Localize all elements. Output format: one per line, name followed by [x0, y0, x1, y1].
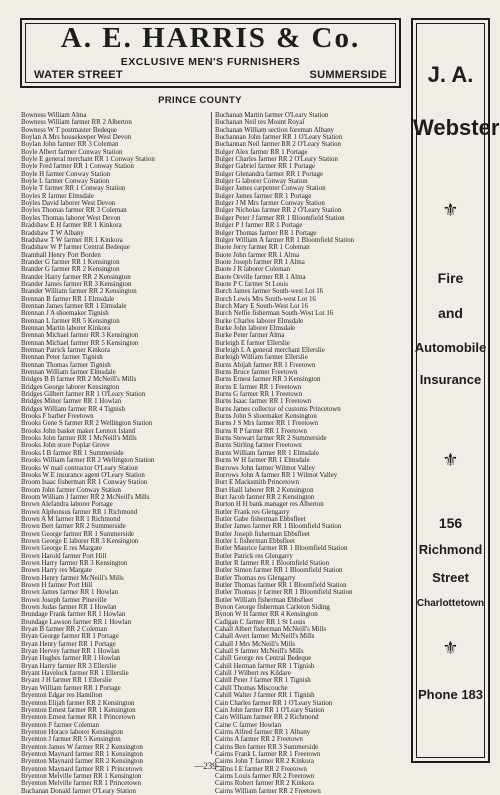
directory-entry: Burns William farmer RR 1 Elmsdale: [215, 449, 319, 457]
directory-entry: Brooks F barber Freetown: [21, 413, 94, 421]
directory-entry: Bridges Minor farmer RR 1 Howlan: [21, 398, 122, 406]
ad-address-street-2: Street: [432, 570, 469, 585]
ad-line-fire: Fire: [437, 270, 464, 286]
banner-tagline: EXCLUSIVE MEN'S FURNISHERS: [120, 56, 301, 68]
directory-entry: Bulger Glenandra farmer RR 1 Portage: [215, 170, 324, 178]
directory-entry: Butler Thomas farmer RR 1 Bloomfield Station: [215, 582, 347, 589]
directory-entry: Cairns A farmer RR 2 Freetown: [215, 736, 303, 744]
directory-entry: Burns Stirling farmer Freetown: [215, 442, 302, 450]
directory-entry: Bryan George farmer RR 1 Portage: [21, 633, 119, 641]
directory-entry: Bryan William farmer RR 1 Portage: [21, 684, 121, 692]
directory-entry: Cahill J Wilbert res Kildare: [215, 670, 291, 678]
directory-entry: Brundage Frank farmer RR 1 Howlan: [21, 611, 126, 619]
directory-entry: Bradshaw E H farmer RR 1 Kinkora: [21, 222, 122, 230]
directory-entry: Boyles R farmer Elmsdale: [21, 192, 94, 200]
directory-entry: Boyle H farmer Conway Station: [21, 170, 111, 178]
directory-entry: Brennan J A shoemaker Tignish: [21, 310, 109, 318]
directory-entry: Burns Abijah farmer RR 1 Freetown: [215, 361, 316, 369]
directory-entry: Butler William fisherman Ebbsfleet: [215, 596, 314, 604]
directory-entry: Bradshaw T W Albany: [21, 229, 84, 237]
directory-entry: Buchannan Neil farmer RR 2 O'Leary Station: [215, 141, 342, 149]
directory-entry: Brown H farmer Port Hill: [21, 582, 93, 589]
directory-entry: Butler L fisherman Ebbsfleet: [215, 537, 295, 545]
directory-entry: Brooks John basket maker Lennox Island: [21, 427, 136, 435]
directory-entry: Butler Thomas res Glengarry: [215, 574, 296, 582]
directory-entry: Burch Nellie fisherman South-West Lot 16: [215, 310, 334, 318]
directory-entry: Brennan Thomas farmer Tignish: [21, 361, 111, 369]
directory-entry: Boyles Thomas farmer RR 3 Coleman: [21, 207, 127, 215]
directory-entry: Brennan B farmer RR 1 Elmsdale: [21, 295, 115, 303]
directory-entry: Caine C farmer Howlan: [215, 721, 282, 729]
directory-entry: Bryenton F farmer Coleman: [21, 721, 99, 729]
directory-entry: Bryenton Maynard farmer RR 2 Kensington: [21, 758, 143, 766]
directory-entry: Brooks William farmer RR 2 Wellington Station: [21, 457, 155, 465]
directory-entry: Brander James farmer RR 3 Kensington: [21, 280, 132, 288]
ad-phone: Phone 183: [417, 687, 484, 702]
directory-entry: Bulger James carpenter Conway Station: [215, 185, 326, 193]
directory-entry: Brown Alefandra laborer Portage: [21, 501, 113, 509]
directory-entry: Burns E farmer RR 1 Freetown: [215, 383, 302, 391]
directory-entry: Bulger Charles farmer RR 2 O'Leary Station: [215, 156, 338, 164]
directory-entry: Burrows John A farmer RR 1 Wilmot Valley: [215, 471, 338, 479]
directory-entry: Burt E Macksmith Princetown: [215, 479, 300, 487]
directory-entry: Boyle Fred farmer RR 1 Conway Station: [21, 163, 134, 171]
directory-entry: Brooks W mail contractor O'Leary Station: [21, 464, 138, 472]
directory-entry: Bryant J H farmer RR 1 Ellerslie: [21, 677, 112, 685]
directory-entry: Broom John farmer Conway Station: [21, 486, 121, 494]
directory-entry: Brennan L farmer RR 5 Kensington: [21, 317, 120, 325]
directory-entry: Burt Jacob farmer RR 2 Kensington: [215, 493, 315, 501]
directory-entry: Brown Bert farmer RR 2 Summerside: [21, 523, 126, 531]
directory-entry: Bryenton Maynard farmer RR 1 Kensington: [21, 750, 143, 758]
directory-entry: Brennan Martin laborer Kinkora: [21, 324, 111, 332]
directory-entry: Bulger William A farmer RR 1 Bloomfield Station: [215, 236, 355, 244]
directory-entry: Brooks John store Poplar Grove: [21, 442, 110, 450]
directory-entry: Buchannan John farmer RR 1 O'Leary Station: [215, 134, 343, 142]
directory-entry: Butler Patrick res Glengarry: [215, 552, 293, 560]
directory-entry: Bryan B farmer RR 2 Coleman: [21, 626, 107, 634]
directory-entry: Bryenton Elijah farmer RR 2 Kensington: [21, 699, 135, 707]
directory-entry: Bridges Gilbert farmer RR 1 O'Leary Station: [21, 391, 146, 399]
directory-entry: Bulger G laborer Conway Station: [215, 178, 308, 186]
directory-entry: Burrows John farmer Wilmot Valley: [215, 464, 316, 472]
directory-entry: Buchanan Donald farmer O'Leary Station: [21, 787, 136, 795]
ad-address-number: 156: [438, 515, 463, 531]
directory-entry: Bulger Thomas farmer RR 1 Portage: [215, 229, 317, 237]
directory-entry: Brooks John farmer RR 1 McNeill's Mills: [21, 435, 137, 443]
directory-entry: Cahill Thomas Miscouche: [215, 684, 288, 692]
directory-entry: Broom William J farmer RR 2 McNeill's Mills: [21, 493, 150, 501]
directory-entry: Brown Alphonsus farmer RR 1 Richmond: [21, 508, 138, 516]
directory-entry: Brander G farmer RR 1 Kensington: [21, 258, 120, 266]
directory-entry: Brennan Patrick farmer Kinkora: [21, 347, 110, 354]
directory-entry: Burns G farmer RR 1 Freetown: [215, 391, 303, 399]
directory-entry: Bridges George laborer Kensington: [21, 383, 120, 391]
directory-entry: Buchanan William section foreman Albany: [215, 126, 335, 134]
directory-entry: Brown George E res Margate: [21, 545, 102, 553]
page-number: —239—: [194, 761, 226, 771]
directory-entry: Bowness W T postmaster Bedeque: [21, 126, 117, 134]
directory-entry: Bowness William farmer RR 2 Alberton: [21, 119, 132, 127]
directory-entry: Brooks W E insurance agent O'Leary Station: [21, 471, 145, 479]
directory-entry: Brown Joseph farmer Pineville: [21, 596, 107, 604]
directory-entry: Buote Joseph farmer RR 1 Alma: [215, 258, 305, 266]
directory-entry: Buchanan Martin farmer O'Leary Station: [215, 112, 329, 119]
directory-entry: Bryenton James W farmer RR 2 Kensington: [21, 743, 143, 751]
advertisement-banner: [20, 18, 401, 88]
directory-entry: Bryan Hughes farmer RR 1 Howlan: [21, 655, 121, 663]
directory-entry: Cahall Avert farmer McNeill's Mills: [215, 633, 315, 641]
directory-entry: Broom Isaac fisherman RR 1 Conway Station: [21, 479, 148, 487]
directory-entry: Bridges B B farmer RR 2 McNeill's Mills: [21, 376, 137, 384]
directory-entry: Bryenton Melville farmer RR 1 Princetown: [21, 780, 141, 788]
directory-entry: Brown Henry farmer McNeill's Mills: [21, 574, 124, 582]
directory-entry: Bulger Gabriel farmer RR 1 Portage: [215, 163, 316, 171]
directory-entry: Burns Stewart farmer RR 2 Summerside: [215, 435, 327, 443]
fleur-de-lis-icon: ⚜: [442, 638, 459, 658]
directory-entry: Boyle T farmer RR 1 Conway Station: [21, 185, 126, 193]
directory-entry: Burns Isaac farmer RR 1 Freetown: [215, 398, 312, 406]
directory-entry: Burton H H bank manager res Alberton: [215, 501, 324, 509]
directory-entry: Bryenton Melville farmer RR 1 Kensington: [21, 772, 142, 780]
directory-entry: Bramhall Henry Port Borden: [21, 251, 101, 259]
directory-entry: Burns J S Mrs farmer RR 1 Freetown: [215, 420, 319, 428]
directory-entry: Burke Charles laborer Elmsdale: [215, 317, 304, 325]
directory-entry: Butler Thomas jr farmer RR 1 Bloomfield Station: [215, 589, 353, 597]
ad-line-automobile: Automobile: [414, 340, 487, 355]
directory-entry: Bryenton Edgar res Hamilton: [21, 692, 103, 700]
directory-entry: Bradshaw T W farmer RR 1 Kinkora: [21, 236, 123, 244]
ad-address-street-1: Richmond: [418, 542, 483, 557]
directory-entry: Boyles Thomas laborer West Devon: [21, 214, 121, 222]
directory-entry: Bulger Peter J farmer RR 1 Bloomfield Station: [215, 214, 345, 222]
directory-entry: Brander G farmer RR 2 Kensington: [21, 266, 120, 274]
directory-entry: Bulger J M Mrs farmer Conway Station: [215, 200, 325, 208]
directory-entry: Butler Simon farmer RR 1 Bloomfield Station: [215, 567, 343, 575]
directory-entry: Bryant Havelock farmer RR 1 Ellerslie: [21, 670, 129, 678]
directory-entry: Boylan A Mrs housekeeper West Devon: [21, 134, 132, 142]
ad-surname: Webster: [413, 115, 500, 140]
directory-entry: Burns James collector of customs Princetown: [215, 405, 341, 413]
directory-entry: Brennan William farmer Elmsdale: [21, 369, 116, 377]
directory-entry: Bryenton J farmer RR 5 Kensington: [21, 736, 121, 744]
directory-entry: Bulger Alex farmer RR 1 Portage: [215, 148, 308, 156]
directory-entry: Burch Lewis Mrs South-west Lot 16: [215, 295, 316, 303]
directory-entry: Burch Mary E South-West Lot 16: [215, 302, 309, 310]
directory-entry: Brown Harry farmer RR 3 Kensington: [21, 559, 128, 567]
directory-entry: Brown George farmer RR 1 Summerside: [21, 530, 134, 538]
directory-column-left: [21, 112, 209, 795]
directory-entry: Butler James farmer RR 1 Bloomfield Station: [215, 523, 342, 531]
directory-entry: Burns Bruce farmer Freetown: [215, 369, 298, 377]
directory-entry: Cain William farmer RR 2 Richmond: [215, 714, 319, 722]
directory-entry: Bryenton Horace laborer Kensington: [21, 728, 123, 736]
directory-entry: Butler R farmer RR 1 Bloomfield Station: [215, 559, 330, 567]
directory-entry: Butler Gabe fisherman Ebbsfleet: [215, 515, 306, 523]
side-advertisement: [411, 18, 500, 763]
directory-entry: Cairns Alfred farmer RR 1 Albany: [215, 728, 311, 736]
directory-entry: Bynon George fisherman Carleton Siding: [215, 604, 330, 612]
directory-entry: Buote J R laborer Coleman: [215, 266, 291, 274]
directory-column-right: [215, 112, 407, 795]
ad-initials: J. A.: [427, 62, 474, 87]
directory-entry: Boyle E general merchant RR 1 Conway Station: [21, 156, 155, 164]
directory-entry: Cahill George res Central Bedeque: [215, 655, 312, 663]
directory-entry: Bryenton Ernest farmer RR 1 Kensington: [21, 706, 136, 714]
directory-entry: Cahall J Mrs McNeill's Mills: [215, 640, 296, 648]
directory-entry: Bulger Nicholas farmer RR 2 O'Leary Station: [215, 207, 342, 215]
banner-firm-name: A. E. HARRIS & Co.: [60, 22, 361, 54]
directory-entry: Cairns Louis farmer RR 2 Freetown: [215, 772, 315, 780]
banner-street: WATER STREET: [34, 69, 123, 81]
directory-entry: Cahall Albert fisherman McNeill's Mills: [215, 626, 327, 634]
directory-entry: Cain John farmer RR 1 O'Leary Station: [215, 706, 325, 714]
directory-entry: Cahill Peter J farmer RR 1 Tignish: [215, 677, 311, 685]
directory-entry: Brown James farmer RR 1 Howlan: [21, 589, 119, 597]
county-heading: PRINCE COUNTY: [158, 95, 242, 106]
directory-entry: Burleigh E farmer Ellerslie: [215, 339, 290, 347]
ad-line-insurance: Insurance: [419, 372, 482, 387]
directory-entry: Brander William farmer RR 2 Kensington: [21, 288, 137, 296]
directory-entry: Bynon W H farmer RR 4 Kensington: [215, 611, 318, 619]
directory-entry: Brennan Peter farmer Tignish: [21, 354, 103, 362]
directory-entry: Brown Judas farmer RR 1 Howlan: [21, 604, 117, 612]
directory-entry: Brown Harold farmer Port Hill: [21, 552, 107, 560]
directory-entry: Bryenton Maynard farmer RR 1 Princetown: [21, 765, 143, 773]
directory-entry: Buote Orville farmer RR 1 Alma: [215, 273, 306, 281]
directory-entry: Brown A M farmer RR 1 Richmond: [21, 515, 121, 523]
directory-entry: Boylan John farmer RR 3 Coleman: [21, 141, 119, 149]
directory-entry: Boyle Albert farmer Conway Station: [21, 148, 123, 156]
banner-town: SUMMERSIDE: [309, 69, 387, 81]
directory-entry: Brundage Lawson farmer RR 1 Howlan: [21, 618, 132, 626]
directory-entry: Cairns Frank L farmer RR 1 Freetown: [215, 750, 321, 758]
directory-entry: Burleigh William farmer Ellerslie: [215, 354, 308, 362]
directory-entry: Bulger P J farmer RR 1 Portage: [215, 222, 303, 230]
directory-entry: Bowness William Alma: [21, 112, 87, 119]
directory-entry: Boyles David laborer West Devon: [21, 200, 116, 208]
directory-entry: Cairns Ben farmer RR 3 Summerside: [215, 743, 319, 751]
directory-entry: Brown Harry res Margate: [21, 567, 92, 575]
directory-entry: Burns R P farmer RR 1 Freetown: [215, 427, 307, 435]
directory-entry: Brown George E laborer RR 3 Kensington: [21, 537, 139, 545]
directory-entry: Bradshaw W P farmer Central Bedeque: [21, 244, 130, 252]
directory-entry: Burke Peter farmer Alma: [215, 332, 285, 340]
directory-entry: Burke John laborer Elmsdale: [215, 324, 296, 332]
directory-entry: Buchanan Neil res Mount Royal: [215, 119, 305, 127]
directory-entry: Buote P C farmer St Louis: [215, 280, 289, 288]
directory-entry: Burleigh L A general merchant Ellerslie: [215, 347, 325, 354]
directory-entry: Bryenton Ernest farmer RR 1 Princetown: [21, 714, 136, 722]
directory-entry: Brennan James farmer RR 1 Elmsdale: [21, 302, 127, 310]
directory-entry: Cahall S farmer McNeill's Mills: [215, 648, 304, 656]
directory-entry: Bridges William farmer RR 4 Tignish: [21, 405, 125, 413]
directory-entry: Brooks Gene S farmer RR 2 Wellington Station: [21, 420, 153, 428]
ad-address-city: Charlottetown: [416, 598, 485, 609]
directory-entry: Cairns I E farmer RR 2 Freetown: [215, 765, 307, 773]
directory-entry: Cain Charles farmer RR 1 O'Leary Station: [215, 699, 333, 707]
fleur-de-lis-icon: ⚜: [442, 200, 459, 220]
directory-entry: Burns John S shoemaker Kensington: [215, 413, 317, 421]
directory-entry: Brander Harry farmer RR 2 Kensington: [21, 273, 131, 281]
directory-entry: Boyle L farmer Conway Station: [21, 178, 110, 186]
directory-entry: Brennan Michael farmer RR 5 Kensington: [21, 339, 139, 347]
directory-entry: Cairns Robert farmer RR 2 Kinkora: [215, 780, 314, 788]
directory-entry: Buote John farmer RR 1 Alma: [215, 251, 300, 259]
directory-entry: Buote Jerry farmer RR 1 Coleman: [215, 244, 310, 252]
directory-entry: Burns Ernest farmer RR 3 Kensington: [215, 376, 321, 384]
directory-entry: Bryan Harry farmer RR 3 Ellerslie: [21, 662, 117, 670]
directory-entry: Butler Joseph fisherman Ebbsfleet: [215, 530, 310, 538]
ad-line-and: and: [438, 305, 463, 321]
directory-entry: Bryan Henry farmer RR 1 Portage: [21, 640, 116, 648]
directory-entry: Cairns William farmer RR 2 Freetown: [215, 787, 321, 795]
directory-entry: Bryan Hervey farmer RR 1 Howlan: [21, 648, 120, 656]
directory-entry: Burt Haill laborer RR 2 Kensington: [215, 486, 314, 494]
directory-entry: Cahill Herman farmer RR 1 Tignish: [215, 662, 315, 670]
column-divider: [211, 112, 212, 754]
directory-entry: Burch James farmer South-west Lot 16: [215, 288, 324, 296]
directory-entry: Bulger James farmer RR 1 Portage: [215, 192, 312, 200]
directory-entry: Brooks I B farmer RR 1 Summerside: [21, 449, 124, 457]
directory-entry: Cairns John T farmer RR 2 Kinkora: [215, 758, 314, 766]
directory-entry: Butler Maurice farmer RR 1 Bloomfield Station: [215, 545, 348, 553]
directory-entry: Burns W H farmer RR 1 Elmsdale: [215, 457, 310, 465]
directory-entry: Cadigan C farmer RR 1 St Louis: [215, 618, 306, 626]
directory-entry: Brennan Michael farmer RR 3 Kensington: [21, 332, 139, 340]
directory-entry: Butler Frank res Glengarry: [215, 508, 290, 516]
fleur-de-lis-icon: ⚜: [442, 450, 459, 470]
directory-entry: Cahill Walter J farmer RR 1 Tignish: [215, 692, 315, 700]
